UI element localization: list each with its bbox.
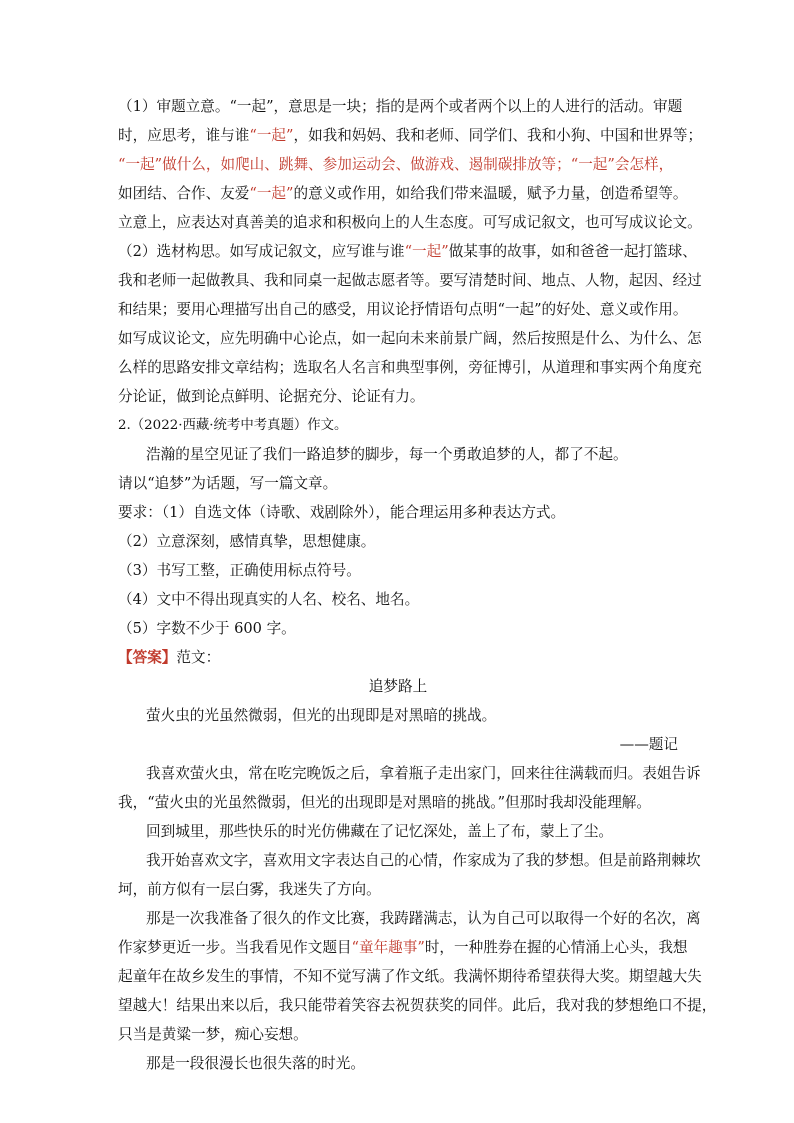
analysis-line: 如写成议论文，应先明确中心论点，如一起向未来前景广阔，然后按照是什么、为什么、怎 (118, 330, 702, 347)
text-run: 时，应思考，谁与谁 (118, 127, 250, 144)
highlight-run: “童年趣事” (351, 939, 425, 956)
essay-line: 那是一次我准备了很久的作文比赛，我踌躇满志，认为自己可以取得一个好的名次，离 (146, 910, 701, 927)
essay-epigraph: 萤火虫的光虽然微弱，但光的出现即是对黑暗的挑战。 (146, 707, 497, 724)
question-requirement: 要求：（1）自选文体（诗歌、戏剧除外），能合理运用多种表达方式。 (118, 504, 566, 521)
essay-line (118, 933, 688, 962)
text-run: ，如我和妈妈、我和老师、同学们、我和小狗、中国和世界等； (293, 127, 703, 144)
essay-line: 望越大！结果出来以后，我只能带着笑容去祝贺获奖的同伴。此后，我对我的梦想绝口不提， (118, 997, 717, 1014)
essay-line: 坷，前方似有一层白雾，我迷失了方向。 (118, 881, 381, 898)
question-requirement: （3）书写工整，正确使用标点符号。 (118, 562, 361, 579)
analysis-line: 和结果；要用心理描写出自己的感受，用议论抒情语句点明“一起”的好处、意义或作用。 (118, 301, 688, 318)
highlight-run: “一起” (249, 185, 294, 202)
question-requirement: （4）文中不得出现真实的人名、校名、地名。 (118, 591, 420, 608)
text-run: （2）选材构思。如写成记叙文，应写谁与谁 (118, 243, 405, 260)
document-content (118, 92, 717, 1078)
highlight-run: “一起” (249, 127, 294, 144)
answer-header (118, 643, 678, 672)
question-requirement: （2）立意深刻，感情真挚，思想健康。 (118, 533, 376, 550)
question-header: 2.（2022·西藏·统考中考真题）作文。 (118, 418, 348, 433)
analysis-line: 我和老师一起做教具、我和同桌一起做志愿者等。要写清楚时间、地点、人物，起因、经过 (118, 272, 702, 289)
essay-line: 回到城里，那些快乐的时光仿佛藏在了记忆深处，盖上了布，蒙上了尘。 (146, 823, 614, 840)
analysis-line: 分论证，做到论点鲜明、论据充分、论证有力。 (118, 388, 425, 405)
analysis-line: 立意上，应表达对真善美的追求和积极向上的人生态度。可写成记叙文，也可写成议论文。 (118, 214, 702, 231)
question-requirement: （5）字数不少于 600 字。 (118, 620, 296, 637)
essay-line: 那是一段很漫长也很失落的时光。 (146, 1055, 365, 1072)
essay-epigraph-note: ——题记 (619, 736, 678, 753)
essay-line: 我，“萤火虫的光虽然微弱，但光的出现即是对黑暗的挑战。”但那时我却没能理解。 (118, 794, 651, 811)
analysis-line (118, 237, 697, 266)
essay-title: 追梦路上 (368, 678, 428, 695)
analysis-line (118, 121, 703, 150)
essay-line: 只当是黄粱一梦，痴心妄想。 (118, 1026, 308, 1043)
text-run: 时，一种胜券在握的心情涌上心头，我想 (424, 939, 688, 956)
text-run: 的意义或作用，如给我们带来温暖，赋予力量，创造希望等。 (293, 185, 688, 202)
answer-tag: 【答案】 (118, 649, 177, 666)
question-topic: 请以“追梦”为话题，写一篇文章。 (118, 475, 338, 492)
essay-line: 我开始喜欢文字，喜欢用文字表达自己的心情，作家成为了我的梦想。但是前路荆棘坎 (146, 852, 701, 869)
text-run: 做某事的故事，如和爸爸一起打篮球、 (448, 243, 697, 260)
highlight-run: “一起” (404, 243, 449, 260)
text-run: 如团结、合作、友爱 (118, 185, 250, 202)
text-run: 作家梦更近一步。当我看见作文题目 (118, 939, 352, 956)
analysis-line: （1）审题立意。“一起”，意思是一块；指的是两个或者两个以上的人进行的活动。审题 (118, 98, 683, 115)
analysis-line-highlight: “一起”做什么，如爬山、跳舞、参加运动会、做游戏、遏制碳排放等；“一起”会怎样， (118, 156, 674, 173)
analysis-line (118, 179, 688, 208)
answer-label: 范文： (176, 649, 221, 666)
essay-line: 我喜欢萤火虫，常在吃完晚饭之后，拿着瓶子走出家门，回来往往满载而归。表姐告诉 (146, 765, 701, 782)
analysis-line: 么样的思路安排文章结构；选取名人名言和典型事例，旁征博引，从道理和事实两个角度充 (118, 359, 702, 376)
question-prompt: 浩瀚的星空见证了我们一路追梦的脚步，每一个勇敢追梦的人，都了不起。 (146, 446, 628, 463)
essay-line: 起童年在故乡发生的事情，不知不觉写满了作文纸。我满怀期待希望获得大奖。期望越大失 (118, 968, 702, 985)
